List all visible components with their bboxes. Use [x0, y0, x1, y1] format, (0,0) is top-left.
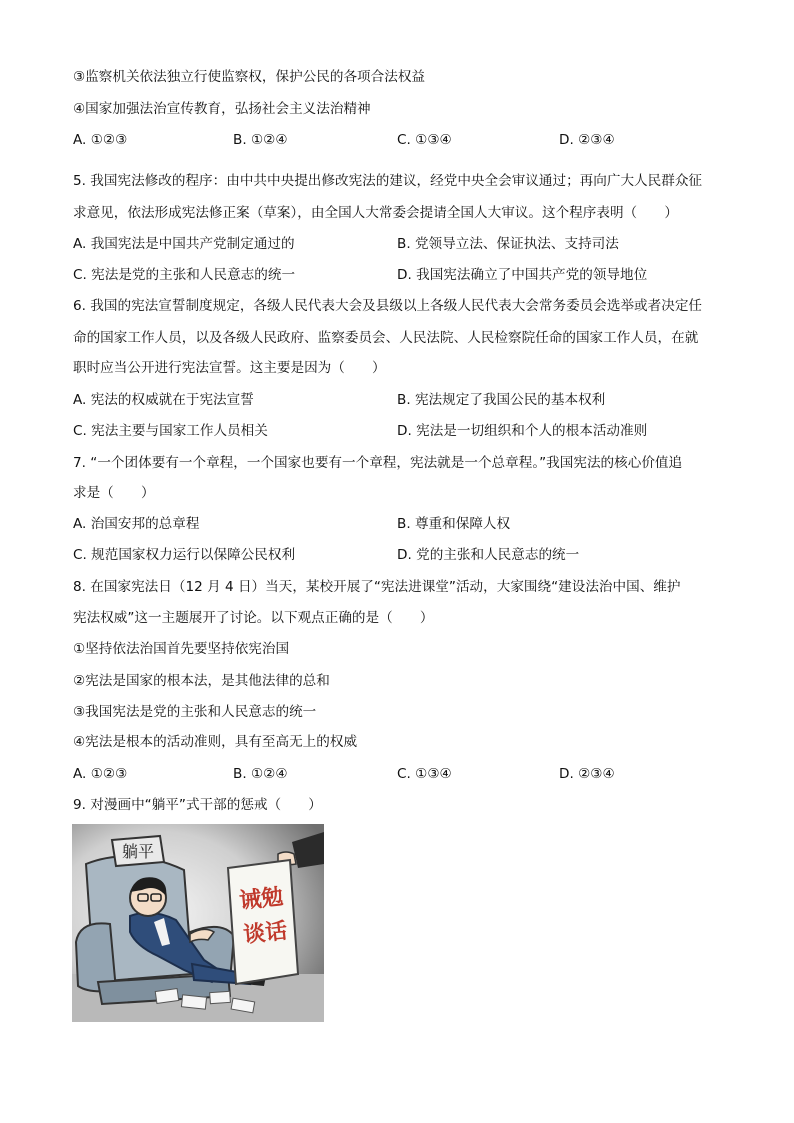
- sofa-sign: [112, 836, 164, 866]
- q4-option-c: C. ①③④: [397, 132, 452, 148]
- q6-stem-line-2: 命的国家工作人员，以及各级人民政府、监察委员会、人民法院、人民检察院任命的国家工作人员，在就: [73, 330, 699, 346]
- q7-option-c: C. 规范国家权力运行以保障公民权利: [73, 547, 296, 563]
- q8-stem-line-1: 8. 在国家宪法日（12 月 4 日）当天，某校开展了“宪法进课堂”活动，大家围绕“建设法治中国、维护: [73, 579, 681, 595]
- q7-option-d: D. 党的主张和人民意志的统一: [397, 547, 580, 563]
- q5-option-c: C. 宪法是党的主张和人民意志的统一: [73, 267, 296, 283]
- q8-option-c: C. ①③④: [397, 766, 452, 782]
- q4-statement-3: ③监察机关依法独立行使监察权，保护公民的各项合法权益: [73, 69, 426, 85]
- q4-option-b: B. ①②④: [233, 132, 288, 148]
- q6-stem-line-3: 职时应当公开进行宪法宣誓。这主要是因为（ ）: [73, 360, 386, 376]
- q6-option-a: A. 宪法的权威就在于宪法宣誓: [73, 392, 254, 408]
- q6-option-c: C. 宪法主要与国家工作人员相关: [73, 423, 268, 439]
- q6-option-d: D. 宪法是一切组织和个人的根本活动准则: [397, 423, 648, 439]
- q6-option-b: B. 宪法规定了我国公民的基本权利: [397, 392, 606, 408]
- q7-option-b: B. 尊重和保障人权: [397, 516, 511, 532]
- q8-statement-4: ④宪法是根本的活动准则，具有至高无上的权威: [73, 734, 358, 750]
- q9-stem: 9. 对漫画中“躺平”式干部的惩戒（ ）: [73, 797, 322, 813]
- q4-option-d: D. ②③④: [559, 132, 615, 148]
- q7-option-a: A. 治国安邦的总章程: [73, 516, 200, 532]
- sofa-sign-text: 躺平: [121, 842, 155, 861]
- q8-statement-2: ②宪法是国家的根本法，是其他法律的总和: [73, 673, 330, 689]
- q8-option-b: B. ①②④: [233, 766, 288, 782]
- notice-text-line-2: 谈话: [242, 917, 289, 949]
- q5-option-a: A. 我国宪法是中国共产党制定通过的: [73, 236, 295, 252]
- notice-text-line-1: 诫勉: [238, 883, 285, 915]
- q8-stem-line-2: 宪法权威”这一主题展开了讨论。以下观点正确的是（ ）: [73, 610, 434, 626]
- q7-stem-line-1: 7. “一个团体要有一个章程，一个国家也要有一个章程，宪法就是一个总章程。”我国宪法的核心价值追: [73, 455, 683, 471]
- q8-option-d: D. ②③④: [559, 766, 615, 782]
- q8-statement-1: ①坚持依法治国首先要坚持依宪治国: [73, 641, 290, 657]
- q5-option-b: B. 党领导立法、保证执法、支持司法: [397, 236, 619, 252]
- q5-stem-line-1: 5. 我国宪法修改的程序：由中共中央提出修改宪法的建议，经党中央全会审议通过；再向广大人民群众征: [73, 173, 703, 189]
- lying-flat-cadre-cartoon: [72, 824, 324, 1022]
- q4-statement-4: ④国家加强法治宣传教育，弘扬社会主义法治精神: [73, 101, 371, 117]
- q8-option-a: A. ①②③: [73, 766, 128, 782]
- q7-stem-line-2: 求是（ ）: [73, 485, 155, 501]
- q8-statement-3: ③我国宪法是党的主张和人民意志的统一: [73, 704, 317, 720]
- q5-stem-line-2: 求意见，依法形成宪法修正案（草案），由全国人大常委会提请全国人大审议。这个程序表明（ ）: [73, 205, 678, 221]
- q6-stem-line-1: 6. 我国的宪法宣誓制度规定，各级人民代表大会及县级以上各级人民代表大会常务委员会选举或者决定任: [73, 298, 703, 314]
- q4-option-a: A. ①②③: [73, 132, 128, 148]
- q5-option-d: D. 我国宪法确立了中国共产党的领导地位: [397, 267, 648, 283]
